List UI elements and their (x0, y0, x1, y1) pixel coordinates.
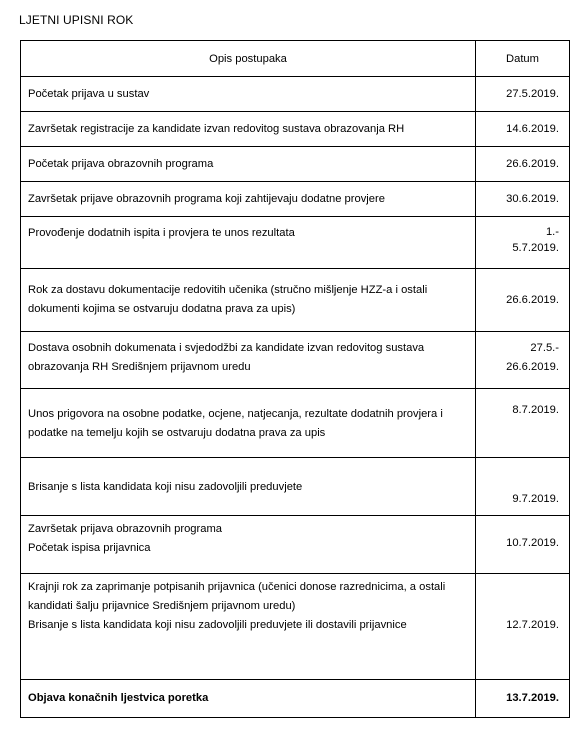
row-description: Završetak prijave obrazovnih programa koji zahtijevaju dodatne provjere (28, 193, 385, 205)
row-date-start: 1.- (545, 226, 559, 238)
row-date: 26.6.2019. (506, 294, 559, 306)
row-description: Krajnji rok za zaprimanje potpisanih prijavnica (učenici donose razrednicima, a ostali kandidati šalju prijavnice Središnjem prijavnom uredu) (28, 581, 446, 612)
row-description: Unos prigovora na osobne podatke, ocjene, natjecanja, rezultate dodatnih provjera i podatke na temelju kojih se ostvaruju dodatna prava za upis (28, 408, 443, 439)
table-row (21, 680, 570, 718)
row-date-start: 27.5.- (530, 342, 559, 354)
row-date: 9.7.2019. (512, 493, 559, 505)
row-date: 30.6.2019. (506, 193, 559, 205)
row-description: Rok za dostavu dokumentacije redovitih učenika (stručno mišljenje HZZ-a i ostali dokumenti kojima se ostvaruju dodatna prava za upis) (28, 284, 428, 315)
table-row (21, 269, 570, 332)
row-description: Završetak prijava obrazovnih programa (28, 523, 223, 535)
table-row (21, 458, 570, 516)
document-heading: LJETNI UPISNI ROK (19, 13, 134, 27)
table-row (21, 112, 570, 147)
table-row (21, 77, 570, 112)
row-date: 5.7.2019. (512, 242, 559, 254)
schedule-table (20, 40, 570, 718)
row-description: Završetak registracije za kandidate izvan redovitog sustava obrazovanja RH (28, 123, 405, 135)
table-row (21, 516, 570, 574)
row-date: 8.7.2019. (512, 404, 559, 416)
row-description: Provođenje dodatnih ispita i provjera te unos rezultata (28, 227, 295, 239)
row-description: Početak prijava obrazovnih programa (28, 158, 214, 170)
row-description-secondary: Početak ispisa prijavnica (28, 542, 151, 554)
table-row (21, 389, 570, 458)
row-date: 26.6.2019. (506, 158, 559, 170)
row-date: 14.6.2019. (506, 123, 559, 135)
table-row (21, 182, 570, 217)
table-header-row (21, 41, 570, 77)
row-date: 26.6.2019. (506, 361, 559, 373)
row-description-secondary: Brisanje s lista kandidata koji nisu zadovoljili preduvjete ili dostavili prijavnice (28, 619, 407, 631)
row-description: Brisanje s lista kandidata koji nisu zadovoljili preduvjete (28, 481, 303, 493)
row-description: Dostava osobnih dokumenata i svjedodžbi za kandidate izvan redovitog sustava obrazovanja RH Središnjem prijavnom uredu (28, 342, 425, 373)
row-date: 13.7.2019. (506, 692, 559, 704)
column-header-date: Datum (476, 41, 570, 77)
table-row (21, 574, 570, 680)
table-row (21, 217, 570, 269)
row-description: Objava konačnih ljestvica poretka (28, 692, 209, 704)
table-row (21, 332, 570, 389)
table-row (21, 147, 570, 182)
row-date: 27.5.2019. (506, 88, 559, 100)
row-date: 12.7.2019. (506, 619, 559, 631)
row-description: Početak prijava u sustav (28, 88, 150, 100)
column-header-description: Opis postupaka (21, 41, 476, 77)
row-date: 10.7.2019. (506, 537, 559, 549)
